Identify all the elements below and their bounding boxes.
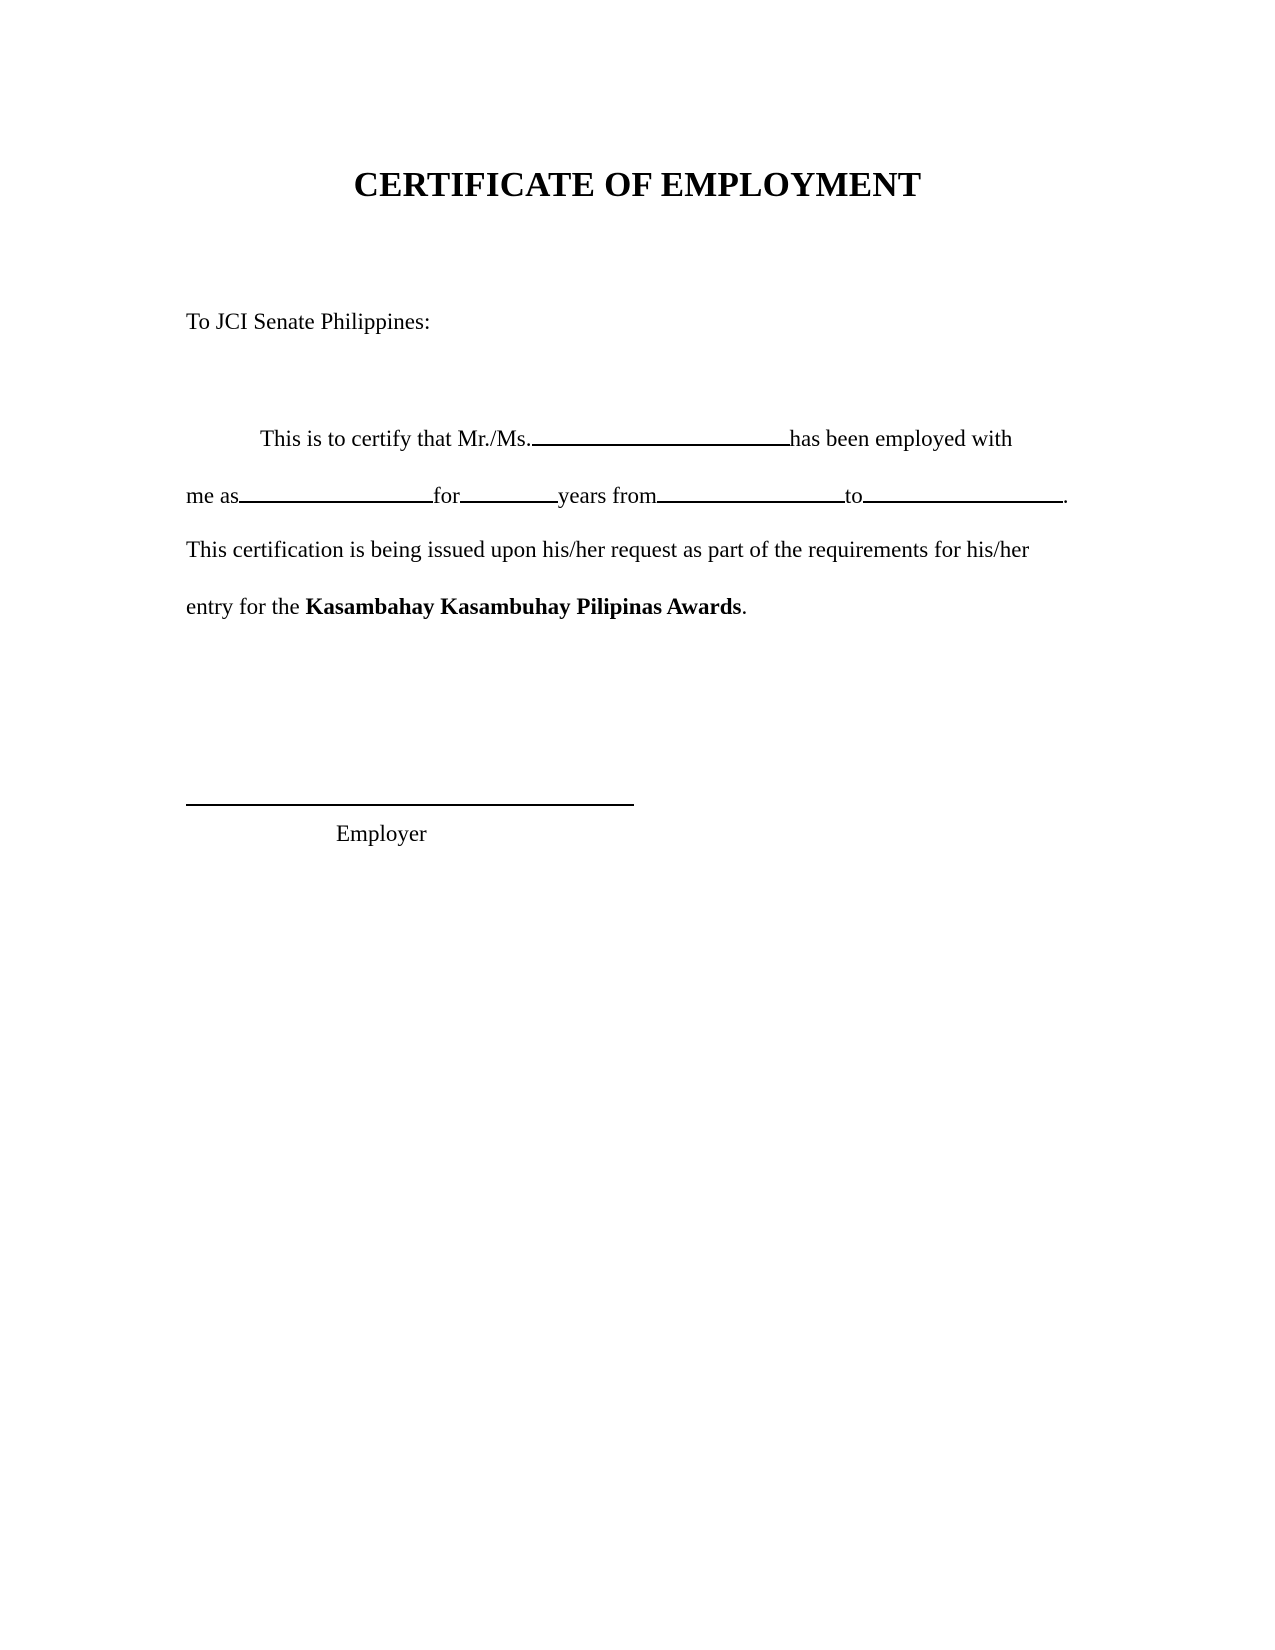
end-date-blank[interactable]: [863, 477, 1063, 503]
certify-text: This is to certify that Mr./Ms.: [260, 426, 532, 451]
position-blank[interactable]: [239, 477, 433, 503]
body-line-4: [186, 591, 747, 623]
years-from-text: years from: [557, 483, 657, 508]
closing-period: .: [741, 594, 748, 619]
me-as-text: me as: [186, 483, 240, 508]
entry-text: entry for the: [186, 594, 306, 619]
employed-with-text: has been employed with: [789, 426, 1013, 451]
years-blank[interactable]: [460, 477, 558, 503]
period-text: .: [1062, 483, 1069, 508]
employee-name-blank[interactable]: [532, 420, 790, 446]
signature-line[interactable]: [186, 804, 634, 806]
salutation: To JCI Senate Philippines:: [186, 309, 431, 334]
to-text: to: [844, 483, 863, 508]
body-line-1: [260, 420, 1012, 455]
body-line-2: [186, 477, 1068, 512]
body-line-3: This certification is being issued upon his/her request as part of the requirements for his/her: [186, 537, 1030, 562]
start-date-blank[interactable]: [657, 477, 845, 503]
for-text: for: [433, 483, 460, 508]
document-title: CERTIFICATE OF EMPLOYMENT: [353, 165, 922, 204]
employer-label: Employer: [336, 821, 427, 846]
award-name: Kasambahay Kasambuhay Pilipinas Awards: [305, 594, 742, 619]
